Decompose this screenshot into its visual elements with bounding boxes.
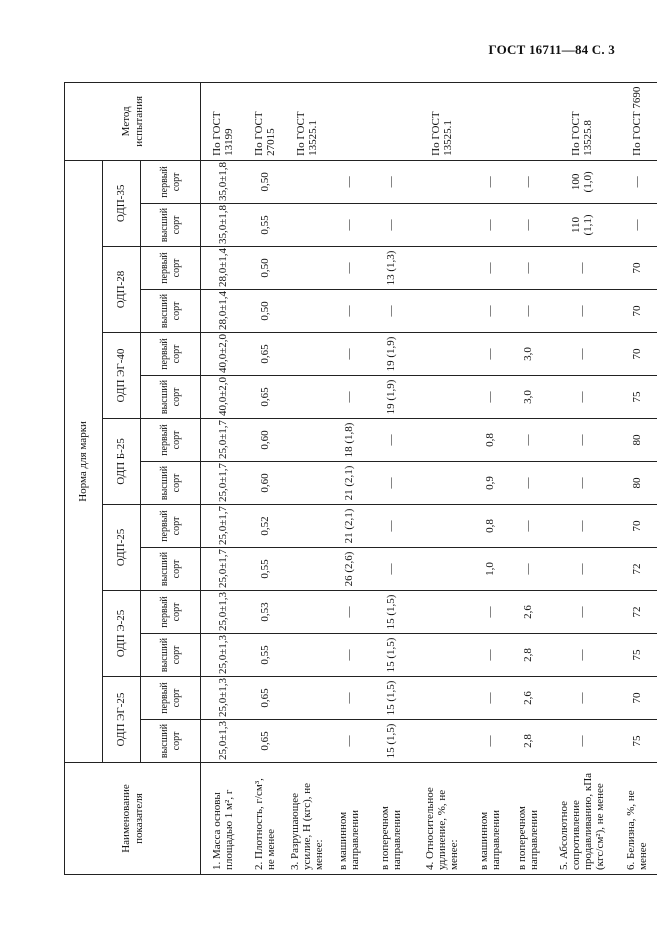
value-cell: —	[471, 333, 509, 376]
grade-header: первый сорт	[141, 591, 201, 634]
method-cell: По ГОСТ 13525.8	[547, 82, 617, 160]
value-cell: 0,60	[245, 462, 285, 505]
value-cell	[413, 505, 471, 548]
value-cell: —	[369, 204, 413, 247]
value-cell: 0,55	[245, 204, 285, 247]
value-cell: —	[369, 290, 413, 333]
value-cell: —	[509, 204, 547, 247]
grade-header: высший сорт	[141, 204, 201, 247]
value-cell: 40,0±2,0	[201, 333, 245, 376]
value-cell: —	[547, 290, 617, 333]
value-cell: 2,6	[509, 677, 547, 720]
value-cell: —	[547, 634, 617, 677]
table-row	[201, 82, 245, 874]
value-cell: —	[369, 548, 413, 591]
value-cell	[285, 419, 329, 462]
table-row	[471, 82, 509, 874]
value-cell: —	[329, 677, 369, 720]
value-cell: —	[547, 462, 617, 505]
value-cell: —	[471, 290, 509, 333]
value-cell: 72	[617, 548, 657, 591]
value-cell: 70	[617, 505, 657, 548]
value-cell	[285, 677, 329, 720]
value-cell: 75	[617, 720, 657, 763]
value-cell: 0,50	[245, 290, 285, 333]
value-cell: 35,0±1,8	[201, 204, 245, 247]
value-cell	[413, 290, 471, 333]
value-cell: 3,0	[509, 333, 547, 376]
value-cell: 15 (1,5)	[369, 634, 413, 677]
rotated-table-container	[64, 83, 649, 875]
brand-header: ОДП-25	[103, 505, 141, 591]
value-cell: 13 (1,3)	[369, 247, 413, 290]
norm-header: Норма для марки	[65, 160, 103, 762]
value-cell: —	[471, 160, 509, 203]
grade-header: высший сорт	[141, 462, 201, 505]
value-cell: —	[471, 677, 509, 720]
row-name: 1. Масса основы площадью 1 м², г	[201, 763, 245, 875]
value-cell: 26 (2,6)	[329, 548, 369, 591]
value-cell: 80	[617, 462, 657, 505]
value-cell	[413, 720, 471, 763]
value-cell: —	[617, 160, 657, 203]
value-cell	[413, 160, 471, 203]
brand-header: ОДП ЭГ-25	[103, 677, 141, 763]
value-cell: —	[369, 462, 413, 505]
table-row	[369, 82, 413, 874]
brand-header-row	[103, 82, 141, 874]
value-cell: —	[617, 204, 657, 247]
value-cell: —	[369, 505, 413, 548]
value-cell: 18 (1,8)	[329, 419, 369, 462]
value-cell: 70	[617, 247, 657, 290]
value-cell: 1,0	[471, 548, 509, 591]
value-cell: 15 (1,5)	[369, 591, 413, 634]
grade-header: первый сорт	[141, 333, 201, 376]
value-cell: 25,0±1,7	[201, 505, 245, 548]
row-name: 6. Белизна, %, не менее	[617, 763, 657, 875]
grade-header: первый сорт	[141, 160, 201, 203]
value-cell: 25,0±1,3	[201, 677, 245, 720]
value-cell: —	[509, 419, 547, 462]
grade-header: высший сорт	[141, 376, 201, 419]
value-cell: 25,0±1,3	[201, 720, 245, 763]
value-cell: 35,0±1,8	[201, 160, 245, 203]
table-body	[201, 82, 657, 874]
value-cell: —	[329, 160, 369, 203]
value-cell	[413, 677, 471, 720]
value-cell: —	[329, 290, 369, 333]
table-row	[285, 82, 329, 874]
method-cell: По ГОСТ 13199	[201, 82, 245, 160]
row-name: 4. Относительное удлинение, %, не менее:	[413, 763, 471, 875]
value-cell: 0,65	[245, 720, 285, 763]
table-row	[617, 82, 657, 874]
value-cell: 2,8	[509, 634, 547, 677]
table-row	[329, 82, 369, 874]
value-cell: —	[509, 160, 547, 203]
row-name: в поперечном направлении	[369, 763, 413, 875]
value-cell: 3,0	[509, 376, 547, 419]
value-cell: —	[329, 634, 369, 677]
row-name: 3. Разрушающее усилие, Н (кгс), не менее:	[285, 763, 329, 875]
value-cell: —	[369, 419, 413, 462]
value-cell: 19 (1,9)	[369, 376, 413, 419]
value-cell: 2,8	[509, 720, 547, 763]
brand-header: ОДП-35	[103, 160, 141, 246]
grade-header: высший сорт	[141, 634, 201, 677]
table-row	[547, 82, 617, 874]
value-cell: 0,65	[245, 333, 285, 376]
value-cell: —	[329, 376, 369, 419]
value-cell: —	[329, 591, 369, 634]
value-cell: —	[509, 290, 547, 333]
value-cell: 75	[617, 376, 657, 419]
value-cell: —	[509, 462, 547, 505]
method-header: Метод испытания	[65, 82, 201, 160]
value-cell: —	[547, 548, 617, 591]
table-row	[413, 82, 471, 874]
value-cell: 0,55	[245, 548, 285, 591]
value-cell: 0,55	[245, 634, 285, 677]
method-cell	[369, 82, 413, 160]
grade-header: первый сорт	[141, 677, 201, 720]
value-cell: 72	[617, 591, 657, 634]
value-cell: —	[471, 204, 509, 247]
value-cell: 2,6	[509, 591, 547, 634]
brand-header: ОДП-28	[103, 247, 141, 333]
row-name: в машинном направлении	[471, 763, 509, 875]
grade-header: высший сорт	[141, 720, 201, 763]
value-cell: —	[471, 591, 509, 634]
grade-header-row	[141, 82, 201, 874]
value-cell	[413, 591, 471, 634]
value-cell: 0,65	[245, 376, 285, 419]
value-cell: —	[547, 677, 617, 720]
method-cell: По ГОСТ 7690	[617, 82, 657, 160]
value-cell	[285, 333, 329, 376]
value-cell: 25,0±1,7	[201, 548, 245, 591]
value-cell: —	[329, 333, 369, 376]
value-cell	[285, 720, 329, 763]
value-cell	[413, 548, 471, 591]
value-cell: 28,0±1,4	[201, 247, 245, 290]
param-header: Наименование показателя	[65, 763, 201, 875]
page-header: ГОСТ 16711—84 С. 3	[488, 42, 615, 57]
value-cell	[413, 333, 471, 376]
value-cell: —	[471, 634, 509, 677]
value-cell: —	[547, 591, 617, 634]
value-cell: —	[329, 720, 369, 763]
value-cell: 0,50	[245, 247, 285, 290]
value-cell: 0,53	[245, 591, 285, 634]
value-cell: 70	[617, 290, 657, 333]
norms-table	[64, 82, 657, 875]
value-cell	[285, 376, 329, 419]
value-cell: 21 (2,1)	[329, 462, 369, 505]
value-cell: —	[547, 720, 617, 763]
value-cell: —	[509, 247, 547, 290]
value-cell	[413, 634, 471, 677]
brand-header: ОДП Э-25	[103, 591, 141, 677]
value-cell: 28,0±1,4	[201, 290, 245, 333]
row-name: в поперечном направлении	[509, 763, 547, 875]
value-cell	[413, 247, 471, 290]
value-cell	[285, 462, 329, 505]
value-cell	[285, 160, 329, 203]
value-cell	[285, 591, 329, 634]
value-cell: 25,0±1,3	[201, 634, 245, 677]
value-cell: 70	[617, 333, 657, 376]
value-cell: 110 (1,1)	[547, 204, 617, 247]
grade-header: первый сорт	[141, 419, 201, 462]
value-cell: —	[547, 419, 617, 462]
value-cell: 75	[617, 634, 657, 677]
value-cell: —	[509, 548, 547, 591]
value-cell: 100 (1,0)	[547, 160, 617, 203]
value-cell	[285, 505, 329, 548]
value-cell: 25,0±1,7	[201, 419, 245, 462]
row-name: 5. Абсолютное сопротивление продавливанию, кПа (кгс/см²), не менее	[547, 763, 617, 875]
value-cell: 0,50	[245, 160, 285, 203]
grade-header: высший сорт	[141, 548, 201, 591]
table-row	[509, 82, 547, 874]
value-cell	[285, 290, 329, 333]
value-cell	[285, 548, 329, 591]
value-cell: 15 (1,5)	[369, 677, 413, 720]
method-cell	[471, 82, 509, 160]
value-cell: 0,52	[245, 505, 285, 548]
grade-header: высший сорт	[141, 290, 201, 333]
value-cell	[285, 247, 329, 290]
method-cell: По ГОСТ 13525.1	[413, 82, 471, 160]
method-cell	[509, 82, 547, 160]
value-cell: 21 (2,1)	[329, 505, 369, 548]
value-cell: —	[509, 505, 547, 548]
value-cell: 80	[617, 419, 657, 462]
value-cell: 0,9	[471, 462, 509, 505]
value-cell	[285, 204, 329, 247]
value-cell: 40,0±2,0	[201, 376, 245, 419]
value-cell: 19 (1,9)	[369, 333, 413, 376]
value-cell: —	[471, 376, 509, 419]
value-cell: 70	[617, 677, 657, 720]
value-cell: 15 (1,5)	[369, 720, 413, 763]
value-cell: —	[547, 247, 617, 290]
value-cell: —	[329, 247, 369, 290]
value-cell: —	[329, 204, 369, 247]
value-cell: 0,8	[471, 505, 509, 548]
value-cell	[413, 204, 471, 247]
grade-header: первый сорт	[141, 247, 201, 290]
row-name: 2. Плотность, г/см³, не менее	[245, 763, 285, 875]
value-cell	[413, 376, 471, 419]
method-cell	[329, 82, 369, 160]
value-cell: —	[471, 247, 509, 290]
value-cell: 0,65	[245, 677, 285, 720]
row-name: в машинном направлении	[329, 763, 369, 875]
brand-header: ОДП Б-25	[103, 419, 141, 505]
value-cell: 25,0±1,3	[201, 591, 245, 634]
value-cell: —	[471, 720, 509, 763]
value-cell	[413, 462, 471, 505]
value-cell: 0,8	[471, 419, 509, 462]
value-cell: —	[547, 333, 617, 376]
value-cell: 0,60	[245, 419, 285, 462]
grade-header: первый сорт	[141, 505, 201, 548]
brand-header: ОДП ЭГ-40	[103, 333, 141, 419]
method-cell: По ГОСТ 27015	[245, 82, 285, 160]
value-cell: —	[547, 505, 617, 548]
value-cell	[285, 634, 329, 677]
value-cell: —	[547, 376, 617, 419]
table-row	[245, 82, 285, 874]
value-cell: 25,0±1,7	[201, 462, 245, 505]
value-cell	[413, 419, 471, 462]
value-cell: —	[369, 160, 413, 203]
method-cell: По ГОСТ 13525.1	[285, 82, 329, 160]
